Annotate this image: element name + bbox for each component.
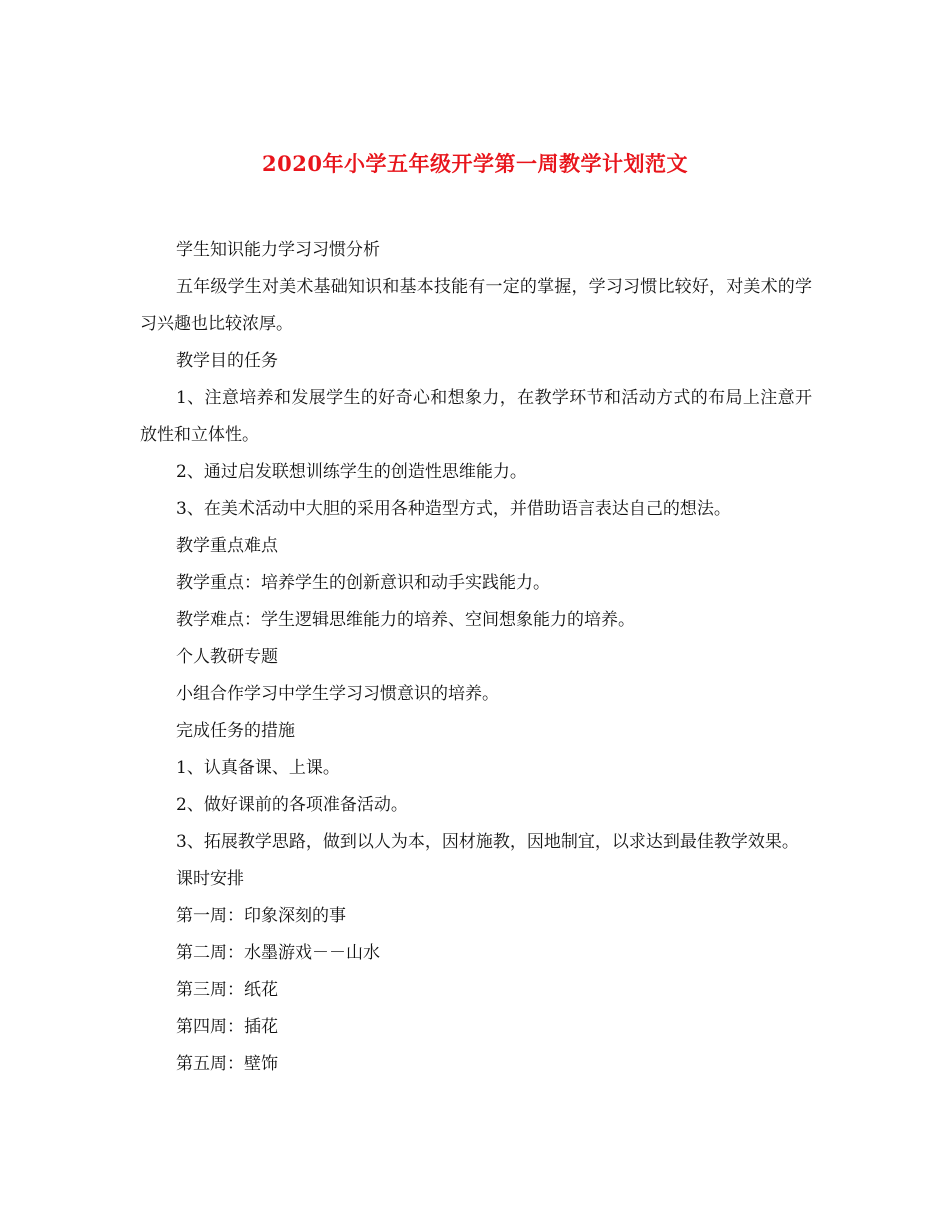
heading-student-analysis: 学生知识能力学习习惯分析 <box>176 240 380 260</box>
key-point-difficulty: 教学难点：学生逻辑思维能力的培养、空间想象能力的培养。 <box>176 610 635 630</box>
heading-key-points: 教学重点难点 <box>176 536 278 556</box>
measure-item-3: 3、拓展教学思路，做到以人为本，因材施教，因地制宜，以求达到最佳教学效果。 <box>176 832 799 852</box>
research-topic-text: 小组合作学习中学生学习习惯意识的培养。 <box>176 684 499 704</box>
schedule-week-3: 第三周：纸花 <box>176 980 278 1000</box>
schedule-week-2: 第二周：水墨游戏－－山水 <box>176 943 380 963</box>
paragraph-student-analysis: 五年级学生对美术基础知识和基本技能有一定的掌握，学习习惯比较好，对美术的学习兴趣也比较浓厚。 <box>140 277 812 334</box>
document-title: 2020年小学五年级开学第一周教学计划范文 <box>262 151 688 176</box>
goal-item-3: 3、在美术活动中大胆的采用各种造型方式，并借助语言表达自己的想法。 <box>176 499 731 519</box>
schedule-week-1: 第一周：印象深刻的事 <box>176 906 346 926</box>
schedule-week-5: 第五周：壁饰 <box>176 1054 278 1074</box>
measure-item-2: 2、做好课前的各项准备活动。 <box>176 795 408 815</box>
document-body <box>140 232 812 1083</box>
goal-item-1: 1、注意培养和发展学生的好奇心和想象力，在教学环节和活动方式的布局上注意开放性和立体性。 <box>140 388 812 445</box>
goal-item-2: 2、通过启发联想训练学生的创造性思维能力。 <box>176 462 527 482</box>
measure-item-1: 1、认真备课、上课。 <box>176 758 340 778</box>
heading-measures: 完成任务的措施 <box>176 721 295 741</box>
heading-teaching-goals: 教学目的任务 <box>176 351 278 371</box>
heading-research-topic: 个人教研专题 <box>176 647 278 667</box>
heading-schedule: 课时安排 <box>176 869 244 889</box>
key-point-focus: 教学重点：培养学生的创新意识和动手实践能力。 <box>176 573 550 593</box>
schedule-week-4: 第四周：插花 <box>176 1017 278 1037</box>
